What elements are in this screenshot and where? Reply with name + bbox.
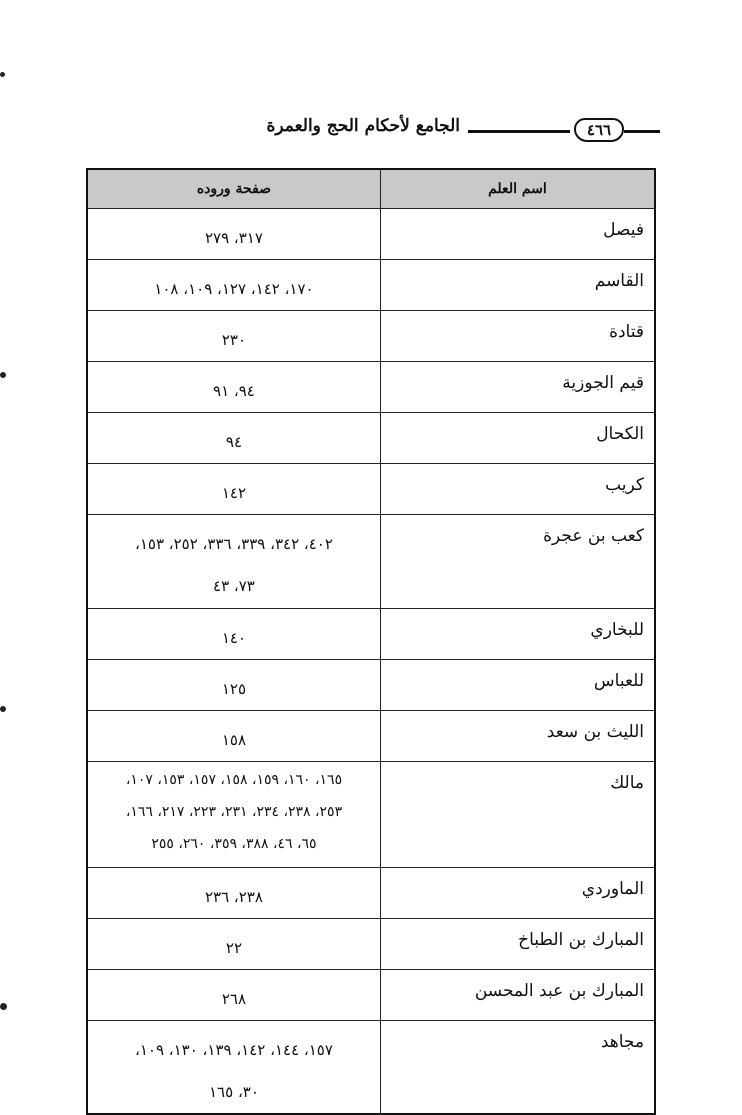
page-reference-line: ٢٣٨، ٢٣٦ (204, 888, 263, 906)
page-references (87, 919, 380, 970)
page-references (87, 260, 380, 311)
person-name: للعباس (380, 660, 655, 711)
page-references (87, 413, 380, 464)
person-name: المبارك بن الطباخ (380, 919, 655, 970)
page-references (87, 868, 380, 919)
book-title: الجامع لأحكام الحج والعمرة (266, 116, 460, 136)
person-name: قتادة (380, 311, 655, 362)
table-row (87, 660, 655, 711)
page-reference-line: ٦٥، ٤٦، ٣٨٨، ٣٥٩، ٢٦٠، ٢٥٥ (151, 836, 317, 852)
page-references (87, 762, 380, 868)
table-row (87, 362, 655, 413)
page-reference-line: ٩٤ (225, 433, 243, 451)
table-row (87, 919, 655, 970)
scan-speck (0, 1003, 7, 1010)
person-name: المبارك بن عبد المحسن (380, 970, 655, 1021)
table-row (87, 515, 655, 609)
person-name: الليث بن سعد (380, 711, 655, 762)
page-references (87, 609, 380, 660)
person-name: القاسم (380, 260, 655, 311)
page-reference-line: ٣٠، ١٦٥ (209, 1083, 259, 1101)
column-header-name: اسم العلم (380, 169, 655, 209)
page-references (87, 362, 380, 413)
table-row (87, 209, 655, 260)
person-name: كعب بن عجرة (380, 515, 655, 609)
table-row (87, 868, 655, 919)
table-row (87, 1021, 655, 1115)
page-references (87, 515, 380, 609)
page-reference-line: ١٧٠، ١٤٢، ١٢٧، ١٠٩، ١٠٨ (154, 280, 314, 298)
table-row (87, 260, 655, 311)
person-name: الماوردي (380, 868, 655, 919)
page-reference-line: ٧٣، ٤٣ (213, 577, 255, 595)
scan-speck (0, 372, 6, 378)
scan-speck (0, 72, 5, 77)
page-references (87, 970, 380, 1021)
page-reference-line: ٢٥٣، ٢٣٨، ٢٣٤، ٢٣١، ٢٢٣، ٢١٧، ١٦٦، (125, 804, 343, 820)
table-row (87, 464, 655, 515)
table-row (87, 311, 655, 362)
page-reference-line: ٤٠٢، ٣٤٢، ٣٣٩، ٣٣٦، ٢٥٢، ١٥٣، (134, 535, 333, 553)
page-number: ٤٦٦ (586, 121, 612, 139)
column-header-pages: صفحة وروده (87, 169, 380, 209)
page-references (87, 660, 380, 711)
page-reference-line: ١٥٨ (221, 731, 247, 749)
person-name: الكحال (380, 413, 655, 464)
page-reference-line: ١٦٥، ١٦٠، ١٥٩، ١٥٨، ١٥٧، ١٥٣، ١٠٧، (125, 772, 343, 788)
header-rule (468, 130, 570, 133)
person-name: مجاهد (380, 1021, 655, 1115)
page-number-badge (574, 118, 624, 142)
page-reference-line: ٩٤، ٩١ (213, 382, 255, 400)
scan-speck (0, 706, 6, 712)
table-row (87, 609, 655, 660)
table-row (87, 970, 655, 1021)
page-references (87, 711, 380, 762)
page-reference-line: ١٤٠ (221, 629, 247, 647)
table-row (87, 413, 655, 464)
page-reference-line: ٢٢ (225, 939, 243, 957)
person-name: كريب (380, 464, 655, 515)
running-header (64, 116, 660, 148)
table-header-row (87, 169, 655, 209)
page-references (87, 209, 380, 260)
names-index-table (86, 168, 656, 1115)
person-name: مالك (380, 762, 655, 868)
header-rule (624, 130, 660, 133)
page-reference-line: ١٥٧، ١٤٤، ١٤٢، ١٣٩، ١٣٠، ١٠٩، (134, 1041, 333, 1059)
page-references (87, 1021, 380, 1115)
page-reference-line: ١٤٢ (221, 484, 247, 502)
page-references (87, 464, 380, 515)
page-reference-line: ٢٣٠ (221, 331, 247, 349)
page-reference-line: ٢٦٨ (221, 990, 247, 1008)
person-name: قيم الجوزية (380, 362, 655, 413)
table-row (87, 711, 655, 762)
person-name: فيصل (380, 209, 655, 260)
person-name: للبخاري (380, 609, 655, 660)
page-reference-line: ٣١٧، ٢٧٩ (204, 229, 263, 247)
table-row (87, 762, 655, 868)
page-references (87, 311, 380, 362)
page-reference-line: ١٢٥ (221, 680, 247, 698)
